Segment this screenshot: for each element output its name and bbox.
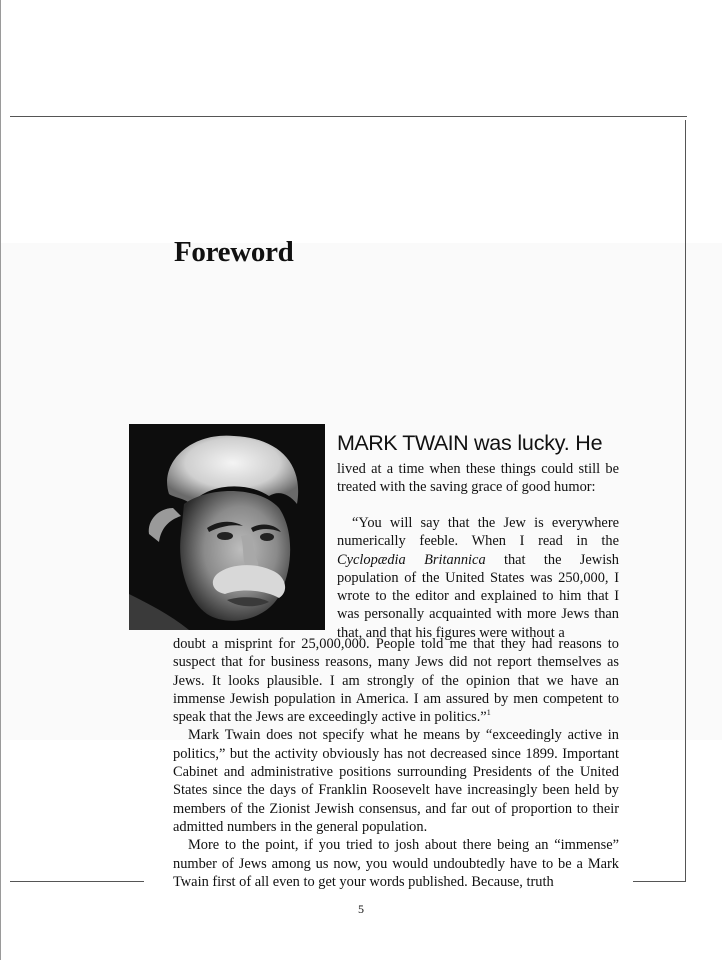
footnote-ref: 1 <box>486 708 491 718</box>
bottom-rule-left <box>10 881 144 882</box>
intro-text: lived at a time when these things could still be treated with the saving grace of good humor: <box>337 461 619 495</box>
right-rule <box>685 120 686 882</box>
paragraph: Mark Twain does not specify what he means by “exceedingly active in politics,” but the activity obviously has not decreased since 1899. Important Cabinet and administrative positions surrounding Presidents of the United States since the days of Franklin Roosevelt have increasingly been held by members of the Zionist Jewish consensus, and far out of proportion to their admitted numbers in the general population. <box>173 727 619 835</box>
quote-continuation <box>173 635 619 726</box>
quote-start: “You will say that the Jew is everywhere numerically feeble. When I read in the <box>337 515 619 550</box>
bottom-rule-right <box>633 881 686 882</box>
mark-twain-portrait-image <box>129 424 325 630</box>
lead-rest: was lucky. He <box>473 431 603 455</box>
page-number: 5 <box>358 902 364 916</box>
page-left-edge <box>0 0 1 960</box>
body-text <box>173 635 619 891</box>
quote-after-title: that the Jewish population of the United States was 250,000, I wrote to the editor and explained to him that I was personally acquainted with more Jews than that, and that his figures were without a <box>337 551 619 641</box>
lead-caps: MARK TWAIN <box>337 431 469 455</box>
top-rule <box>10 116 687 117</box>
quote-column <box>337 514 619 642</box>
lead-line <box>337 429 627 457</box>
quote-continued-text: doubt a misprint for 25,000,000. People told me that they had reasons to suspect that for business reasons, many Jews did not report themselves as Jews. It looks plausible. I am strongly of the opinion that we have an immense Jewish population in America. I am assured by men competent to speak that the Jews are exceedingly active in politics.” <box>173 636 619 726</box>
source-title: Cyclopædia Britannica <box>337 551 486 568</box>
quote-text <box>337 514 619 642</box>
paragraph: More to the point, if you tried to josh about there being an “immense” number of Jews among us now, you would undoubtedly have to be a Mark Twain first of all even to get your words published. Because, truth <box>173 837 619 890</box>
page-heading: Foreword <box>174 236 294 268</box>
portrait-drawing <box>129 424 325 630</box>
